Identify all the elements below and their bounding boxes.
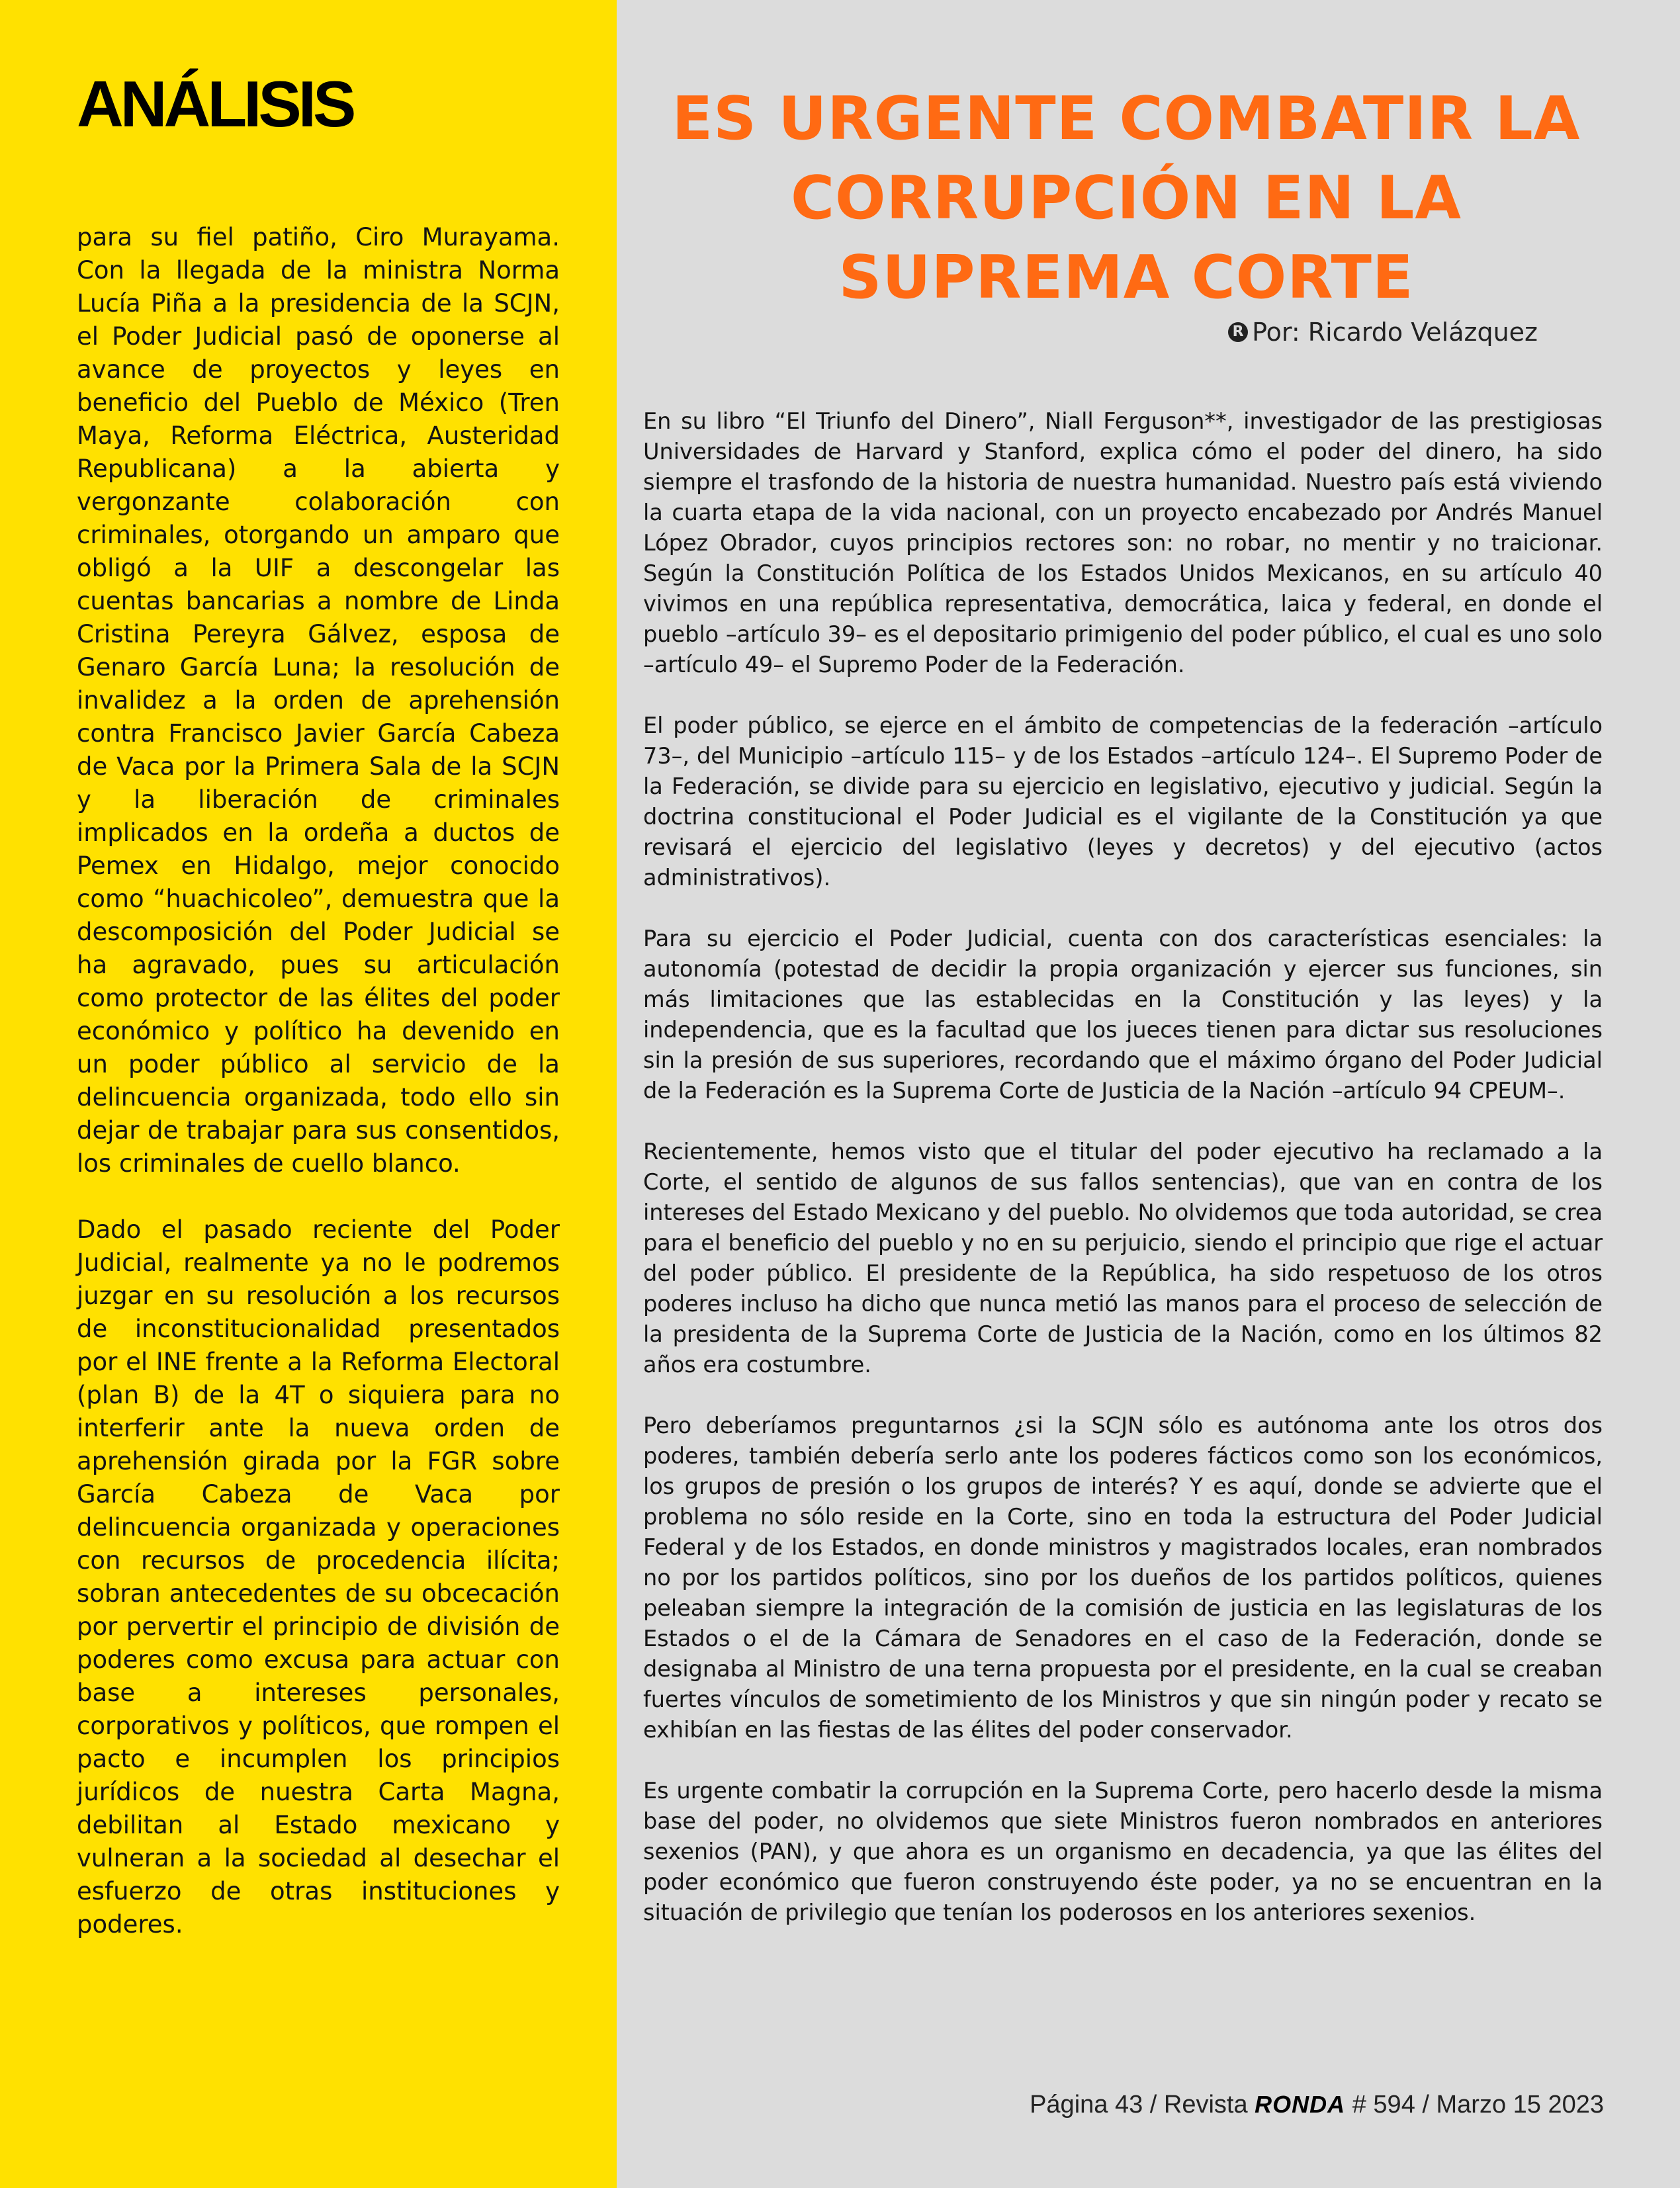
body-paragraph-2: El poder público, se ejerce en el ámbito de competencias de la federación –artículo 73–, del Municipio –artículo 115– y de los Estados –artículo 124–. El Supremo Poder de la Federación, se divide para su ejercicio en legislativo, ejecutivo y judicial. Según la doctrina constitucional el Poder Judicial es el vigilante de la Constitución ya que revisará el ejercicio del legislativo (leyes y decretos) y del ejecutivo (actos administrativos). bbox=[643, 713, 1603, 891]
footer-brand: RONDA bbox=[1255, 2091, 1346, 2118]
body-paragraph-1: En su libro “El Triunfo del Dinero”, Niall Ferguson**, investigador de las prestigiosas Universidades de Harvard y Stanford, explica cómo el poder del dinero, ha sido siempre el trasfondo de la historia de nuestra humanidad. Nuestro país está viviendo la cuarta etapa de la vida nacional, con un proyecto encabezado por Andrés Manuel López Obrador, cuyos principios rectores son: no robar, no mentir y no traicionar. Según la Constitución Política de los Estados Unidos Mexicanos, en su artículo 40 vivimos en una república representativa, democrática, laica y federal, en donde el pueblo –artículo 39– es el depositario primigenio del poder público, el cual es uno solo –artículo 49– el Supremo Poder de la Federación. bbox=[643, 408, 1603, 678]
body-paragraph-6: Es urgente combatir la corrupción en la Suprema Corte, pero hacerlo desde la misma base del poder, no olvidemos que siete Ministros fueron nombrados en anteriores sexenios (PAN), y que ahora es un organismo en decadencia, ya que las élites del poder económico que fueron construyendo éste poder, ya no se encuentran en la situación de privilegio que tenían los poderosos en los anteriores sexenios. bbox=[643, 1778, 1603, 1925]
byline-author: Por: Ricardo Velázquez bbox=[1252, 318, 1538, 347]
article-body bbox=[643, 406, 1603, 1958]
body-paragraph-5: Pero deberíamos preguntarnos ¿si la SCJN sólo es autónoma ante los otros dos poderes, también debería serlo ante los poderes fácticos como son los económicos, los grupos de presión o los grupos de interés? Y es aquí, donde se advierte que el problema no sólo reside en la Corte, sino en toda la estructura del Poder Judicial Federal y de los Estados, en donde ministros y magistrados locales, eran nombrados no por los partidos políticos, sino por los dueños de los partidos políticos, quienes peleaban siempre la integración de la comisión de justicia en las legislaturas de los Estados o el de la Cámara de Senadores en el caso de la Federación, donde se designaba al Ministro de una terna propuesta por el presidente, en la cual se creaban fuertes vínculos de sometimiento de los Ministros y que sin ningún poder y recato se exhibían en las fiestas de las élites del poder conservador. bbox=[643, 1413, 1603, 1743]
byline bbox=[1228, 318, 1538, 347]
left-paragraph-2: Dado el pasado reciente del Poder Judicial, realmente ya no le podremos juzgar en su resolución a los recursos de inconstitucionalidad presentados por el INE frente a la Reforma Electoral (plan B) de la 4T o siquiera para no interferir ante la nueva orden de aprehensión girada por la FGR sobre García Cabeza de Vaca por delincuencia organizada y operaciones con recursos de procedencia ilícita; sobran antecedentes de su obcecación por pervertir el principio de división de poderes como excusa para actuar con base a intereses personales, corporativos y políticos, que rompen el pacto e incumplen los principios jurídicos de nuestra Carta Magna, debilitan al Estado mexicano y vulneran a la sociedad al desechar el esfuerzo de otras instituciones y poderes. bbox=[77, 1215, 560, 1939]
left-paragraph-1: para su fiel patiño, Ciro Murayama. Con la llegada de la ministra Norma Lucía Piña a la presidencia de la SCJN, el Poder Judicial pasó de oponerse al avance de proyectos y leyes en beneficio del Pueblo de México (Tren Maya, Reforma Eléctrica, Austeridad Republicana) a la abierta y vergonzante colaboración con criminales, otorgando un amparo que obligó a la UIF a descongelar las cuentas bancarias a nombre de Linda Cristina Pereyra Gálvez, esposa de Genaro García Luna; la resolución de invalidez a la orden de aprehensión contra Francisco Javier García Cabeza de Vaca por la Primera Sala de la SCJN y la liberación de criminales implicados en la ordeña a ductos de Pemex en Hidalgo, mejor conocido como “huachicoleo”, demuestra que la descomposición del Poder Judicial se ha agravado, pues su articulación como protector de las élites del poder económico y político ha devenido en un poder público al servicio de la delincuencia organizada, todo ello sin dejar de trabajar para sus consentidos, los criminales de cuello blanco. bbox=[77, 223, 560, 1178]
page-footer bbox=[1030, 2091, 1604, 2119]
left-column-text bbox=[77, 221, 560, 1974]
body-paragraph-4: Recientemente, hemos visto que el titular del poder ejecutivo ha reclamado a la Corte, el sentido de algunos de sus fallos sentencias), que van en contra de los intereses del Estado Mexicano y del pueblo. No olvidemos que toda autoridad, se crea para el beneficio del pueblo y no en su perjuicio, siendo el principio que rige el actuar del poder público. El presidente de la República, ha sido respetuoso de los otros poderes incluso ha dicho que nunca metió las manos para el proceso de selección de la presidenta de la Suprema Corte de Justicia de la Nación, como en los últimos 82 años era costumbre. bbox=[643, 1139, 1603, 1378]
article-title: ES URGENTE COMBATIR LA CORRUPCIÓN EN LA SUPREMA CORTE bbox=[672, 84, 1581, 312]
footer-prefix: Página 43 / Revista bbox=[1030, 2091, 1255, 2119]
footer-suffix: # 594 / Marzo 15 2023 bbox=[1345, 2091, 1604, 2119]
ronda-logo-icon: R bbox=[1228, 322, 1248, 342]
section-label: ANÁLISIS bbox=[77, 67, 353, 140]
body-paragraph-3: Para su ejercicio el Poder Judicial, cuenta con dos características esenciales: la autonomía (potestad de decidir la propia organización y ejercer sus funciones, sin más limitaciones que las establecidas en la Constitución y las leyes) y la independencia, que es la facultad que los jueces tienen para dictar sus resoluciones sin la presión de sus superiores, recordando que el máximo órgano del Poder Judicial de la Federación es la Suprema Corte de Justicia de la Nación –artículo 94 CPEUM–. bbox=[643, 926, 1603, 1104]
